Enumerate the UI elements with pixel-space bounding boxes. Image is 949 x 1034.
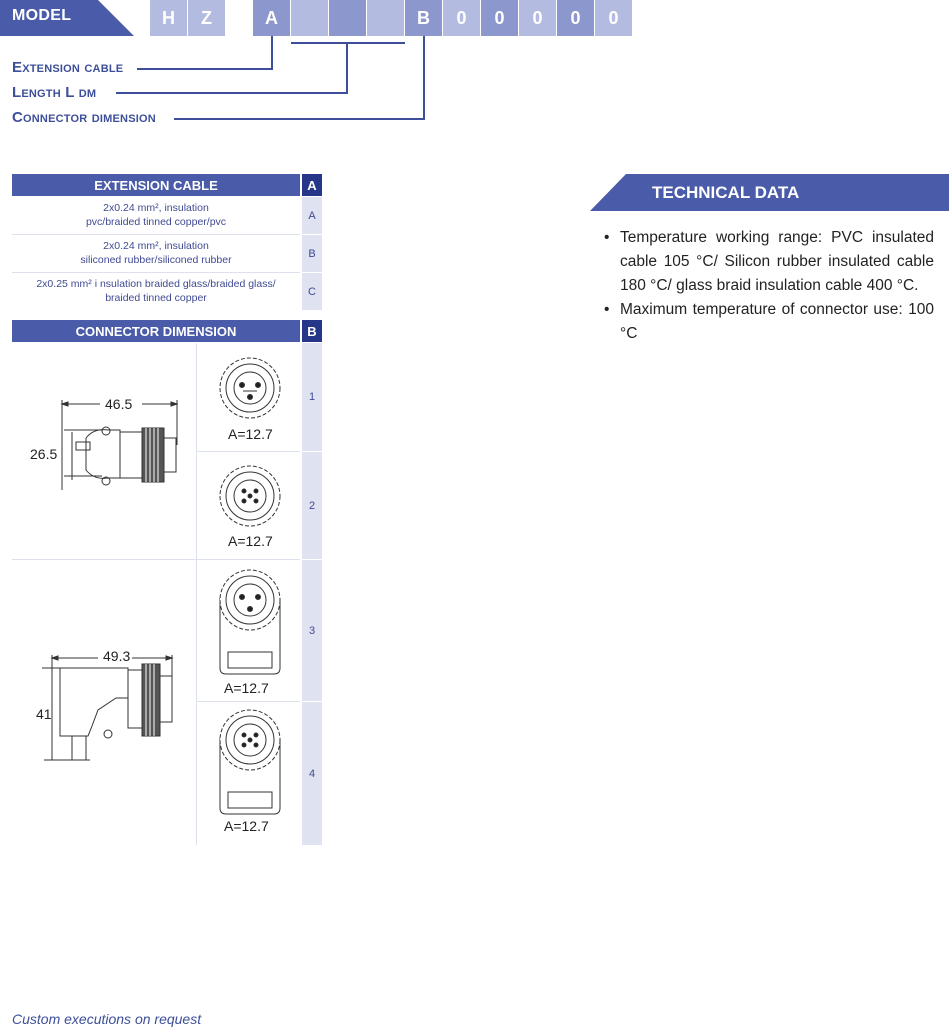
dimension-label: A=12.7 [224, 680, 269, 696]
extension-row-b-code: B [302, 235, 322, 272]
straight-height-dimension: 26.5 [30, 446, 58, 462]
code-box: 0 [595, 0, 632, 36]
extension-row-a-code: A [302, 197, 322, 234]
technical-data-title: TECHNICAL DATA [652, 183, 800, 202]
extension-row-b-text [12, 235, 300, 272]
connector-row-2-code: 2 [302, 452, 322, 559]
connector-row-3-code: 3 [302, 560, 322, 701]
model-label: MODEL [12, 7, 72, 24]
extension-cable-table [12, 174, 322, 310]
row-line: pvc/braided tinned copper/pvc [85, 215, 227, 228]
row-divider [197, 451, 300, 452]
code-box: H [150, 0, 187, 36]
code-box: 0 [557, 0, 594, 36]
angled-connector-face-5pin [216, 708, 284, 818]
angled-connector-drawing [32, 650, 192, 770]
dimension-label: A=12.7 [228, 533, 273, 549]
code-box: 0 [519, 0, 556, 36]
dimension-label: A=12.7 [228, 426, 273, 442]
code-box: Z [188, 0, 225, 36]
column-divider [196, 343, 197, 845]
angled-connector-face-3pin [216, 568, 284, 678]
row-line: 2x0.24 mm², insulation [103, 201, 209, 214]
extension-row-a-text [12, 197, 300, 234]
row-line: 2x0.25 mm² i nsulation braided glass/braided glass/ [36, 277, 276, 290]
technical-data-item: • Maximum temperature of connector use: 100 °C [604, 298, 934, 346]
legend-length: Length L dm [12, 84, 97, 101]
legend-connector-dimension: Connector dimension [12, 109, 156, 126]
extension-row-c-code: C [302, 273, 322, 310]
connector-dimension-table [12, 320, 322, 845]
connector-row-4-code: 4 [302, 702, 322, 845]
code-box: B [405, 0, 442, 36]
connector-row-1-code: 1 [302, 343, 322, 451]
connector-face-3pin [217, 355, 283, 421]
extension-cable-header: EXTENSION CABLE [12, 174, 300, 196]
extension-cable-header-letter: A [302, 174, 322, 196]
row-line: braided tinned copper [105, 291, 207, 304]
connector-face-5pin [217, 463, 283, 529]
footer-note: Custom executions on request [12, 1011, 202, 1027]
dimension-label: A=12.7 [224, 818, 269, 834]
straight-width-dimension: 46.5 [105, 396, 133, 412]
legend-extension-cable: Extension cable [12, 59, 124, 76]
angled-height-dimension: 41 [36, 706, 52, 722]
row-line: 2x0.24 mm², insulation [103, 239, 209, 252]
extension-row-c-text [12, 273, 300, 310]
code-box: 0 [481, 0, 518, 36]
angled-width-dimension: 49.3 [103, 648, 131, 664]
connector-dimension-header-letter: B [302, 320, 322, 342]
technical-data-list [604, 226, 934, 346]
row-line: siliconed rubber/siliconed rubber [80, 253, 232, 266]
technical-data-item: • Temperature working range: PVC insulated cable 105 °C/ Silicon rubber insulated cable 180 °C/ glass braid insulation cable 400 °C. [604, 226, 934, 298]
connector-dimension-header: CONNECTOR DIMENSION [12, 320, 300, 342]
row-divider [12, 559, 300, 560]
row-divider [197, 701, 300, 702]
code-box: A [253, 0, 290, 36]
code-box: 0 [443, 0, 480, 36]
